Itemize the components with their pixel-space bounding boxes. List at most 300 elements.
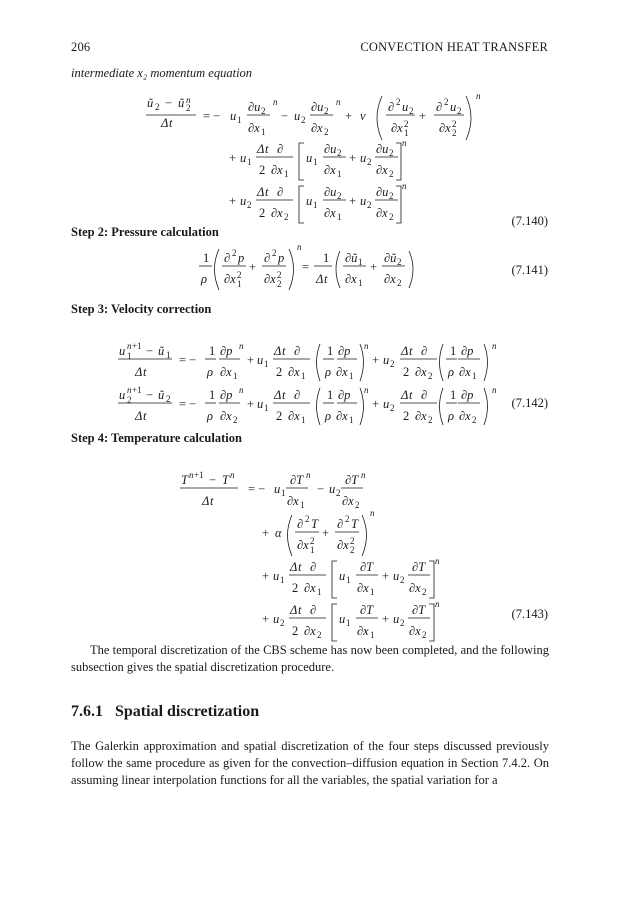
lead-text: intermediate x₂ momentum equation — [71, 66, 253, 80]
step-2-heading: Step 2: Pressure calculation — [71, 225, 219, 239]
svg-text:n: n — [239, 385, 244, 395]
svg-text:+: + — [345, 109, 353, 123]
svg-text:n: n — [402, 138, 407, 148]
svg-text:+1: +1 — [132, 385, 142, 395]
svg-text:2: 2 — [186, 103, 191, 113]
svg-text:∂: ∂ — [388, 100, 395, 114]
svg-text:2: 2 — [403, 409, 410, 423]
svg-text:+1: +1 — [194, 470, 204, 480]
svg-text:1: 1 — [337, 169, 342, 179]
svg-text:1: 1 — [301, 415, 306, 425]
svg-text:1: 1 — [450, 344, 457, 358]
svg-text:∂x: ∂x — [336, 409, 348, 423]
svg-text:∂x: ∂x — [220, 365, 232, 379]
svg-text:2: 2 — [310, 536, 315, 546]
svg-text:∂x: ∂x — [409, 581, 421, 595]
svg-text:∂x: ∂x — [288, 365, 300, 379]
svg-text:u: u — [329, 482, 336, 496]
svg-text:+: + — [229, 151, 237, 165]
svg-text:∂T: ∂T — [290, 473, 304, 487]
svg-text:u: u — [294, 109, 301, 123]
svg-text:u: u — [240, 151, 247, 165]
svg-text:n: n — [306, 470, 311, 480]
svg-text:−: − — [317, 482, 325, 496]
svg-text:∂: ∂ — [294, 388, 301, 402]
svg-text:−: − — [146, 388, 154, 402]
svg-text:n: n — [370, 508, 375, 518]
svg-text:u: u — [274, 482, 281, 496]
svg-text:= −: = − — [179, 353, 197, 367]
svg-text:u: u — [257, 397, 264, 411]
svg-text:∂x: ∂x — [304, 624, 316, 638]
paragraph-temporal-discretization — [71, 642, 549, 676]
svg-text:n: n — [127, 385, 132, 395]
svg-text:u: u — [393, 612, 400, 626]
svg-text:2: 2 — [452, 128, 457, 138]
svg-text:t: t — [298, 560, 302, 574]
svg-text:ρ: ρ — [201, 272, 207, 286]
svg-text:1: 1 — [317, 587, 322, 597]
paragraph-spatial-discretization — [71, 738, 549, 790]
svg-text:+: + — [247, 353, 255, 367]
equation-number-7-143: (7.143) — [511, 607, 548, 621]
svg-text:1: 1 — [127, 351, 132, 361]
svg-text:1: 1 — [300, 500, 305, 510]
page-number: 206 — [71, 40, 91, 54]
svg-text:+: + — [262, 569, 270, 583]
equation-7-142 — [118, 341, 497, 425]
svg-text:1: 1 — [337, 212, 342, 222]
svg-text:2: 2 — [422, 587, 427, 597]
svg-text:∂p: ∂p — [338, 388, 351, 402]
svg-text:Δ: Δ — [401, 388, 409, 402]
svg-text:∂x: ∂x — [297, 538, 309, 552]
svg-text:u: u — [360, 194, 367, 208]
svg-text:∂p: ∂p — [220, 388, 233, 402]
svg-text:t: t — [409, 388, 413, 402]
svg-text:2: 2 — [317, 630, 322, 640]
svg-text:∂x: ∂x — [345, 272, 357, 286]
svg-text:∂T: ∂T — [412, 603, 426, 617]
svg-text:1: 1 — [346, 575, 351, 585]
svg-text:2: 2 — [292, 624, 299, 638]
svg-text:∂u: ∂u — [324, 185, 337, 199]
svg-text:u: u — [383, 397, 390, 411]
svg-text:2: 2 — [422, 630, 427, 640]
svg-text:u: u — [360, 151, 367, 165]
svg-text:n: n — [435, 599, 440, 609]
svg-text:+: + — [349, 151, 357, 165]
svg-text:∂x: ∂x — [439, 121, 451, 135]
svg-text:ũ: ũ — [158, 388, 165, 402]
svg-text:n: n — [364, 385, 369, 395]
svg-text:t: t — [143, 365, 147, 379]
svg-text:2: 2 — [261, 106, 266, 116]
svg-text:ρ: ρ — [448, 365, 454, 379]
svg-text:Δ: Δ — [257, 142, 265, 156]
equation-7-141 — [199, 242, 413, 290]
svg-text:ρ: ρ — [325, 409, 331, 423]
svg-text:u: u — [240, 194, 247, 208]
svg-text:2: 2 — [324, 127, 329, 137]
svg-text:∂x: ∂x — [384, 272, 396, 286]
svg-text:u: u — [273, 569, 280, 583]
svg-text:1: 1 — [313, 157, 318, 167]
svg-text:n: n — [476, 91, 481, 101]
svg-text:Δ: Δ — [401, 344, 409, 358]
svg-text:∂x: ∂x — [376, 163, 388, 177]
svg-text:p: p — [238, 251, 245, 265]
svg-text:2: 2 — [355, 500, 360, 510]
svg-text:ρ: ρ — [207, 409, 213, 423]
svg-text:=: = — [302, 260, 310, 274]
svg-text:ρ: ρ — [325, 365, 331, 379]
svg-text:1: 1 — [209, 344, 216, 358]
svg-text:+: + — [262, 526, 270, 540]
svg-text:∂x: ∂x — [304, 581, 316, 595]
svg-text:∂x: ∂x — [357, 624, 369, 638]
svg-text:∂T: ∂T — [360, 560, 374, 574]
svg-text:2: 2 — [397, 278, 402, 288]
svg-text:n: n — [336, 97, 341, 107]
svg-text:∂: ∂ — [277, 185, 284, 199]
svg-text:2: 2 — [345, 514, 350, 524]
svg-text:n: n — [492, 341, 497, 351]
svg-text:n: n — [273, 97, 278, 107]
svg-text:1: 1 — [280, 575, 285, 585]
svg-text:2: 2 — [337, 148, 342, 158]
svg-text:∂x: ∂x — [391, 121, 403, 135]
svg-text:+: + — [247, 397, 255, 411]
svg-text:α: α — [275, 526, 282, 540]
svg-text:∂: ∂ — [277, 142, 284, 156]
svg-text:u: u — [257, 353, 264, 367]
svg-text:= −: = − — [203, 109, 221, 123]
svg-text:n: n — [189, 470, 194, 480]
svg-text:2: 2 — [247, 200, 252, 210]
svg-text:1: 1 — [370, 630, 375, 640]
svg-text:+: + — [419, 109, 427, 123]
svg-text:+: + — [372, 353, 380, 367]
svg-text:Δ: Δ — [274, 344, 282, 358]
svg-text:∂x: ∂x — [415, 365, 427, 379]
svg-text:1: 1 — [349, 415, 354, 425]
svg-text:+: + — [372, 397, 380, 411]
svg-text:t: t — [169, 116, 173, 130]
equation-number-7-141: (7.141) — [511, 263, 548, 277]
svg-text:ũ: ũ — [178, 96, 185, 110]
svg-text:ρ: ρ — [207, 365, 213, 379]
svg-text:Δ: Δ — [274, 388, 282, 402]
svg-text:∂ũ: ∂ũ — [345, 251, 358, 265]
equation-number-7-140: (7.140) — [511, 214, 548, 228]
svg-text:∂x: ∂x — [220, 409, 232, 423]
equation-7-140 — [146, 91, 481, 223]
svg-text:∂x: ∂x — [287, 494, 299, 508]
svg-text:−: − — [165, 96, 173, 110]
svg-text:u: u — [339, 569, 346, 583]
step-3-heading: Step 3: Velocity correction — [71, 302, 212, 316]
svg-text:2: 2 — [350, 545, 355, 555]
svg-text:2: 2 — [272, 248, 277, 258]
svg-text:n: n — [297, 242, 302, 252]
svg-text:1: 1 — [358, 278, 363, 288]
svg-text:2: 2 — [397, 257, 402, 267]
svg-text:2: 2 — [409, 106, 414, 116]
svg-text:1: 1 — [247, 157, 252, 167]
svg-text:1: 1 — [346, 618, 351, 628]
svg-text:2: 2 — [324, 106, 329, 116]
svg-text:1: 1 — [404, 128, 409, 138]
svg-text:2: 2 — [259, 163, 266, 177]
svg-text:t: t — [324, 272, 328, 286]
svg-text:u: u — [119, 344, 126, 358]
svg-text:= −: = − — [248, 482, 266, 496]
svg-text:2: 2 — [367, 157, 372, 167]
svg-text:2: 2 — [444, 97, 449, 107]
svg-text:n: n — [239, 341, 244, 351]
svg-text:2: 2 — [280, 618, 285, 628]
svg-text:u: u — [402, 100, 409, 114]
svg-text:∂x: ∂x — [324, 206, 336, 220]
svg-text:∂: ∂ — [264, 251, 271, 265]
equation-7-143 — [180, 470, 440, 641]
section-title: Spatial discretization — [115, 703, 260, 720]
svg-text:∂x: ∂x — [271, 206, 283, 220]
svg-text:∂x: ∂x — [336, 365, 348, 379]
svg-text:∂u: ∂u — [376, 142, 389, 156]
svg-text:∂: ∂ — [224, 251, 231, 265]
svg-text:∂p: ∂p — [338, 344, 351, 358]
svg-text:2: 2 — [284, 212, 289, 222]
svg-text:∂: ∂ — [297, 517, 304, 531]
svg-text:∂u: ∂u — [311, 100, 324, 114]
svg-text:2: 2 — [350, 536, 355, 546]
svg-text:T: T — [222, 473, 229, 487]
svg-text:∂x: ∂x — [288, 409, 300, 423]
svg-text:∂x: ∂x — [271, 163, 283, 177]
svg-text:1: 1 — [472, 371, 477, 381]
svg-text:∂: ∂ — [421, 388, 428, 402]
svg-text:+: + — [322, 526, 330, 540]
svg-text:+: + — [382, 569, 390, 583]
svg-text:∂x: ∂x — [409, 624, 421, 638]
svg-text:n: n — [186, 95, 191, 105]
svg-text:ν: ν — [360, 109, 366, 123]
svg-text:∂x: ∂x — [376, 206, 388, 220]
svg-text:∂p: ∂p — [220, 344, 233, 358]
svg-text:2: 2 — [237, 270, 242, 280]
svg-text:u: u — [306, 151, 313, 165]
svg-text:∂x: ∂x — [459, 365, 471, 379]
svg-text:2: 2 — [233, 415, 238, 425]
svg-text:+: + — [349, 194, 357, 208]
svg-text:n: n — [364, 341, 369, 351]
svg-text:1: 1 — [301, 371, 306, 381]
svg-text:2: 2 — [276, 365, 283, 379]
svg-text:T: T — [181, 473, 188, 487]
svg-text:∂: ∂ — [294, 344, 301, 358]
svg-text:t: t — [265, 142, 269, 156]
svg-text:∂: ∂ — [421, 344, 428, 358]
svg-text:∂x: ∂x — [357, 581, 369, 595]
svg-text:u: u — [339, 612, 346, 626]
svg-text:1: 1 — [261, 127, 266, 137]
svg-text:u: u — [393, 569, 400, 583]
svg-text:∂T: ∂T — [345, 473, 359, 487]
svg-text:= −: = − — [179, 397, 197, 411]
svg-text:ũ: ũ — [158, 344, 165, 358]
svg-text:t: t — [409, 344, 413, 358]
svg-text:2: 2 — [301, 115, 306, 125]
svg-text:2: 2 — [155, 102, 160, 112]
svg-text:Δ: Δ — [290, 603, 298, 617]
svg-text:2: 2 — [259, 206, 266, 220]
svg-text:Δ: Δ — [290, 560, 298, 574]
svg-text:u: u — [119, 388, 126, 402]
svg-text:∂: ∂ — [337, 517, 344, 531]
svg-text:1: 1 — [264, 403, 269, 413]
svg-text:2: 2 — [277, 270, 282, 280]
svg-text:t: t — [265, 185, 269, 199]
svg-text:n: n — [127, 341, 132, 351]
svg-text:∂u: ∂u — [324, 142, 337, 156]
svg-text:ρ: ρ — [448, 409, 454, 423]
paragraph-1-text: The temporal discretization of the CBS scheme has now been completed, and the following subsection gives the spatial discretization procedure. — [71, 643, 549, 675]
svg-text:n: n — [492, 385, 497, 395]
svg-text:∂u: ∂u — [248, 100, 261, 114]
svg-text:2: 2 — [452, 119, 457, 129]
svg-text:2: 2 — [166, 394, 171, 404]
svg-text:Δ: Δ — [135, 365, 143, 379]
svg-text:u: u — [230, 109, 237, 123]
svg-text:n: n — [435, 556, 440, 566]
svg-text:1: 1 — [281, 488, 286, 498]
svg-text:2: 2 — [404, 119, 409, 129]
svg-text:∂p: ∂p — [461, 344, 474, 358]
svg-text:1: 1 — [358, 257, 363, 267]
svg-text:2: 2 — [337, 191, 342, 201]
svg-text:1: 1 — [237, 279, 242, 289]
svg-text:1: 1 — [203, 251, 210, 265]
svg-text:2: 2 — [277, 279, 282, 289]
svg-text:t: t — [298, 603, 302, 617]
svg-text:2: 2 — [390, 359, 395, 369]
svg-text:2: 2 — [127, 395, 132, 405]
svg-text:2: 2 — [389, 212, 394, 222]
svg-text:−: − — [281, 109, 289, 123]
svg-text:1: 1 — [209, 388, 216, 402]
svg-text:−: − — [146, 344, 154, 358]
svg-text:∂x: ∂x — [248, 121, 260, 135]
svg-text:+: + — [229, 194, 237, 208]
svg-text:∂u: ∂u — [376, 185, 389, 199]
svg-text:p: p — [278, 251, 285, 265]
svg-text:2: 2 — [305, 514, 310, 524]
svg-text:1: 1 — [284, 169, 289, 179]
svg-text:2: 2 — [232, 248, 237, 258]
section-heading — [71, 703, 259, 721]
svg-text:1: 1 — [370, 587, 375, 597]
svg-text:∂x: ∂x — [459, 409, 471, 423]
svg-text:2: 2 — [276, 409, 283, 423]
svg-text:u: u — [383, 353, 390, 367]
svg-text:1: 1 — [313, 200, 318, 210]
svg-text:∂x: ∂x — [311, 121, 323, 135]
svg-text:1: 1 — [323, 251, 330, 265]
svg-text:∂: ∂ — [436, 100, 443, 114]
svg-text:2: 2 — [457, 106, 462, 116]
svg-text:T: T — [351, 517, 358, 531]
svg-text:t: t — [210, 494, 214, 508]
svg-text:Δ: Δ — [161, 116, 169, 130]
svg-text:n: n — [402, 181, 407, 191]
svg-text:2: 2 — [292, 581, 299, 595]
svg-text:∂: ∂ — [310, 603, 317, 617]
svg-text:2: 2 — [390, 403, 395, 413]
svg-text:Δ: Δ — [202, 494, 210, 508]
svg-text:u: u — [306, 194, 313, 208]
svg-text:1: 1 — [237, 115, 242, 125]
svg-text:2: 2 — [428, 415, 433, 425]
svg-text:∂x: ∂x — [324, 163, 336, 177]
svg-text:T: T — [311, 517, 318, 531]
svg-text:1: 1 — [327, 344, 334, 358]
svg-text:n: n — [361, 470, 366, 480]
svg-text:2: 2 — [400, 618, 405, 628]
equation-number-7-142: (7.142) — [511, 396, 548, 410]
svg-text:Δ: Δ — [135, 409, 143, 423]
svg-text:ũ: ũ — [147, 96, 154, 110]
svg-text:t: t — [282, 344, 286, 358]
svg-text:∂: ∂ — [310, 560, 317, 574]
svg-text:2: 2 — [472, 415, 477, 425]
svg-text:2: 2 — [367, 200, 372, 210]
svg-text:2: 2 — [389, 148, 394, 158]
section-number: 7.6.1 — [71, 703, 103, 720]
svg-text:1: 1 — [310, 545, 315, 555]
running-title: CONVECTION HEAT TRANSFER — [360, 40, 548, 54]
svg-text:2: 2 — [403, 365, 410, 379]
svg-text:+1: +1 — [132, 341, 142, 351]
svg-text:2: 2 — [396, 97, 401, 107]
svg-text:∂ũ: ∂ũ — [384, 251, 397, 265]
svg-text:1: 1 — [264, 359, 269, 369]
svg-text:2: 2 — [389, 191, 394, 201]
svg-text:t: t — [282, 388, 286, 402]
svg-text:∂x: ∂x — [337, 538, 349, 552]
svg-text:1: 1 — [233, 371, 238, 381]
svg-text:2: 2 — [428, 371, 433, 381]
svg-text:Δ: Δ — [257, 185, 265, 199]
svg-text:1: 1 — [327, 388, 334, 402]
svg-text:+: + — [262, 612, 270, 626]
svg-text:−: − — [209, 473, 217, 487]
svg-text:∂x: ∂x — [342, 494, 354, 508]
svg-text:1: 1 — [349, 371, 354, 381]
svg-text:t: t — [143, 409, 147, 423]
svg-text:∂x: ∂x — [224, 272, 236, 286]
svg-text:u: u — [273, 612, 280, 626]
svg-text:+: + — [370, 260, 378, 274]
svg-text:u: u — [450, 100, 457, 114]
svg-text:∂x: ∂x — [264, 272, 276, 286]
svg-text:2: 2 — [400, 575, 405, 585]
svg-text:∂p: ∂p — [461, 388, 474, 402]
svg-text:∂T: ∂T — [360, 603, 374, 617]
svg-text:∂x: ∂x — [415, 409, 427, 423]
svg-text:∂T: ∂T — [412, 560, 426, 574]
